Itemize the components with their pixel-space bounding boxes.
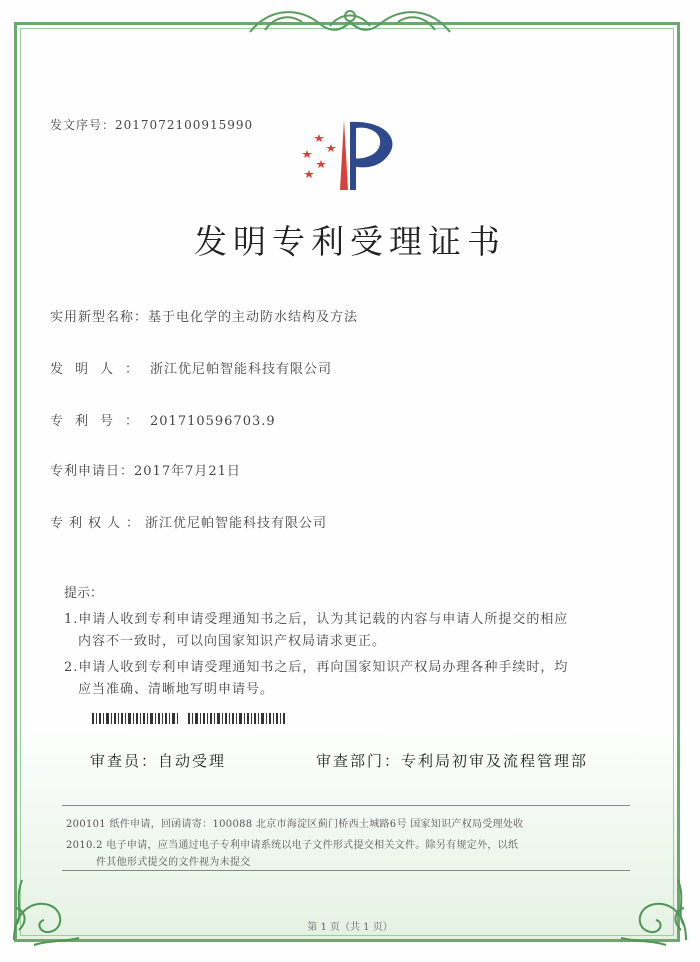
barcode xyxy=(92,713,178,724)
field-value: 基于电化学的主动防水结构及方法 xyxy=(148,310,359,325)
serial-value: 2017072100915990 xyxy=(115,118,254,132)
barcode xyxy=(188,713,286,724)
cnipa-logo xyxy=(292,112,412,197)
field-label: 发明人： xyxy=(50,362,151,377)
field-value: 201710596703.9 xyxy=(150,414,276,429)
serial-number xyxy=(50,116,253,133)
footer-electronic-note: 2010.2 电子申请，应当通过电子专利申请系统以电子文件形式提交相关文件。除另有规定外，以纸 xyxy=(66,840,519,851)
field-label: 专利号： xyxy=(50,414,151,429)
note-line: 2.申请人收到专利申请受理通知书之后，再向国家知识产权局办理各种手续时，均 xyxy=(64,660,569,675)
patentee-row xyxy=(50,512,327,531)
note-line: 1.申请人收到专利申请受理通知书之后，认为其记载的内容与申请人所提交的相应 xyxy=(64,612,569,627)
field-value: 浙江优尼帕智能科技有限公司 xyxy=(150,362,333,377)
serial-label: 发文序号： xyxy=(50,118,116,132)
footer-rule xyxy=(62,805,630,806)
field-label: 实用新型名称： xyxy=(50,310,149,325)
bottom-left-ornament xyxy=(4,860,94,950)
field-label: 专利权人： xyxy=(50,516,146,531)
patent-number-row xyxy=(50,410,276,429)
page-number: 第 1 页（共 1 页） xyxy=(307,922,393,933)
notes-title: 提示： xyxy=(64,586,104,601)
top-ornament xyxy=(230,2,470,42)
reviewer: 审查员：自动受理 xyxy=(90,752,227,770)
bottom-right-ornament xyxy=(606,860,696,950)
footer-rule xyxy=(62,870,630,871)
application-date-row xyxy=(50,460,241,479)
note-line: 内容不一致时，可以向国家知识产权局请求更正。 xyxy=(78,634,387,649)
field-value: 浙江优尼帕智能科技有限公司 xyxy=(145,516,328,531)
note-line: 应当准确、清晰地写明申请号。 xyxy=(78,682,275,697)
page-title: 发明专利受理证书 xyxy=(194,222,506,261)
utility-model-name-row xyxy=(50,306,358,325)
field-value: 2017年7月21日 xyxy=(134,464,241,479)
field-label: 专利申请日： xyxy=(50,464,135,479)
footer-electronic-note-cont: 件其他形式提交的文件视为未提交 xyxy=(96,857,251,868)
inventor-row xyxy=(50,358,332,377)
review-department: 审查部门：专利局初审及流程管理部 xyxy=(316,752,589,770)
footer-mail-note: 200101 纸件申请，回函请寄：100088 北京市海淀区蓟门桥西土城路6号 国家知识产权局受理处收 xyxy=(66,819,524,830)
